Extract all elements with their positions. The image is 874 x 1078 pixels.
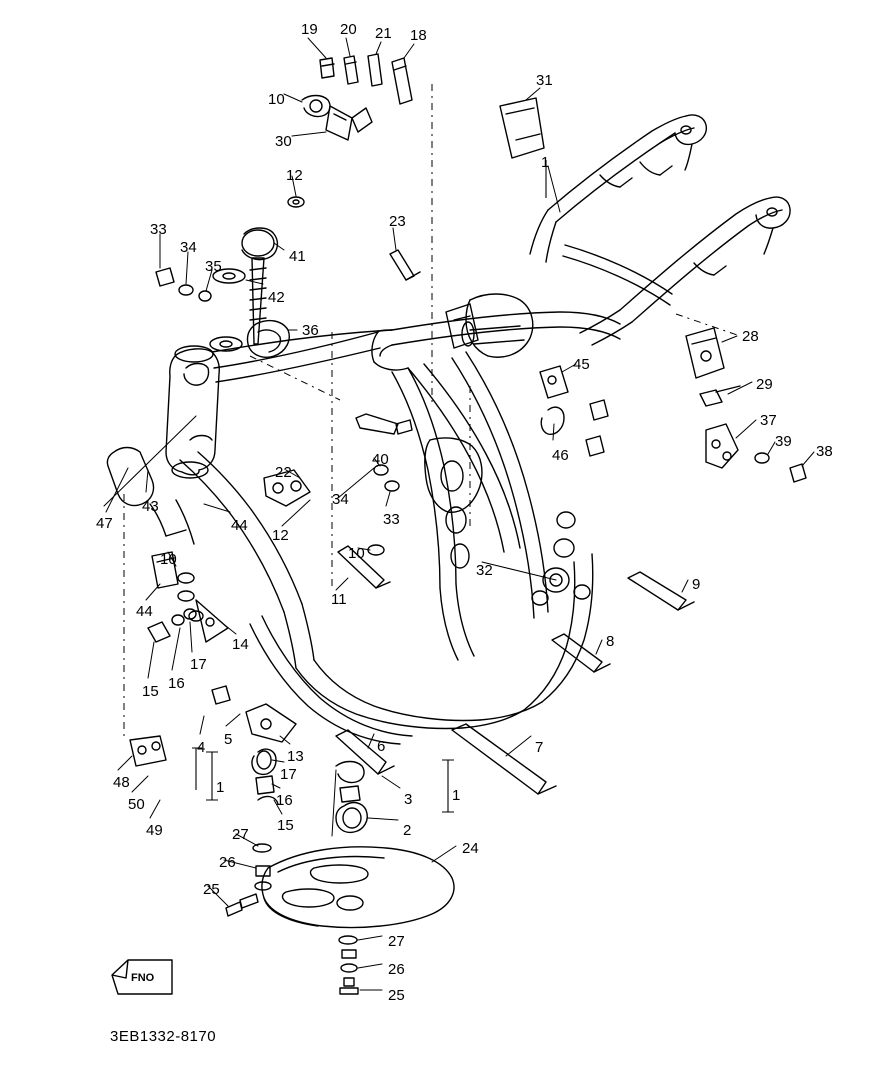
callout-50: 50 <box>128 796 145 813</box>
callout-3: 3 <box>404 791 413 808</box>
callout-21: 21 <box>375 25 392 42</box>
callout-39: 39 <box>775 433 792 450</box>
callout-17-lower: 17 <box>280 766 297 783</box>
callout-11: 11 <box>331 591 347 608</box>
callout-4: 4 <box>197 739 206 756</box>
callout-6: 6 <box>377 738 386 755</box>
callout-46: 46 <box>552 447 569 464</box>
callout-8: 8 <box>606 633 615 650</box>
callout-40: 40 <box>372 451 389 468</box>
callout-41: 41 <box>289 248 306 265</box>
group-label-1-left: 1 <box>216 779 225 796</box>
callout-28: 28 <box>742 328 759 345</box>
callout-29: 29 <box>756 376 773 393</box>
callout-27-bottom: 27 <box>388 933 405 950</box>
group-label-1-top: 1 <box>541 154 550 171</box>
callout-12-mid: 12 <box>272 527 289 544</box>
part-code: 3EB1332-8170 <box>110 1028 217 1045</box>
callout-37: 37 <box>760 412 777 429</box>
callout-7: 7 <box>535 739 544 756</box>
callout-26-bottom: 26 <box>388 961 405 978</box>
callout-33-left: 33 <box>150 221 167 238</box>
callout-19: 19 <box>301 21 318 38</box>
callout-25-bottom: 25 <box>388 987 405 1004</box>
callout-33-mid: 33 <box>383 511 400 528</box>
callout-31: 31 <box>536 72 553 89</box>
callout-44-upper: 44 <box>231 517 248 534</box>
callout-10-left: 10 <box>160 551 177 568</box>
callout-42: 42 <box>268 289 285 306</box>
callout-10-mid: 10 <box>348 545 365 562</box>
group-label-1-right: 1 <box>452 787 461 804</box>
callout-22: 22 <box>275 464 292 481</box>
callout-47: 47 <box>96 515 113 532</box>
callout-18: 18 <box>410 27 427 44</box>
callout-27-left: 27 <box>232 826 249 843</box>
callout-24: 24 <box>462 840 479 857</box>
callout-16-lower: 16 <box>276 792 293 809</box>
callout-26-left: 26 <box>219 854 236 871</box>
callout-23: 23 <box>389 213 406 230</box>
callout-10-top: 10 <box>268 91 285 108</box>
callout-49: 49 <box>146 822 163 839</box>
callout-25-left: 25 <box>203 881 220 898</box>
callout-5: 5 <box>224 731 233 748</box>
callout-15-upper: 15 <box>142 683 159 700</box>
callout-36: 36 <box>302 322 319 339</box>
callout-44-lower: 44 <box>136 603 153 620</box>
callout-38: 38 <box>816 443 833 460</box>
callout-16-upper: 16 <box>168 675 185 692</box>
callout-13: 13 <box>287 748 304 765</box>
callout-2: 2 <box>403 822 412 839</box>
callout-35: 35 <box>205 258 222 275</box>
callout-48: 48 <box>113 774 130 791</box>
callout-9: 9 <box>692 576 701 593</box>
callout-14: 14 <box>232 636 249 653</box>
callout-34-left: 34 <box>180 239 197 256</box>
callout-32: 32 <box>476 562 493 579</box>
callout-43: 43 <box>142 498 159 515</box>
callout-30: 30 <box>275 133 292 150</box>
callout-15-lower: 15 <box>277 817 294 834</box>
callout-34-mid: 34 <box>332 491 349 508</box>
callout-45: 45 <box>573 356 590 373</box>
callout-17-upper: 17 <box>190 656 207 673</box>
fno-tag-label: FNO <box>131 972 155 984</box>
callout-20: 20 <box>340 21 357 38</box>
callout-12-top: 12 <box>286 167 303 184</box>
